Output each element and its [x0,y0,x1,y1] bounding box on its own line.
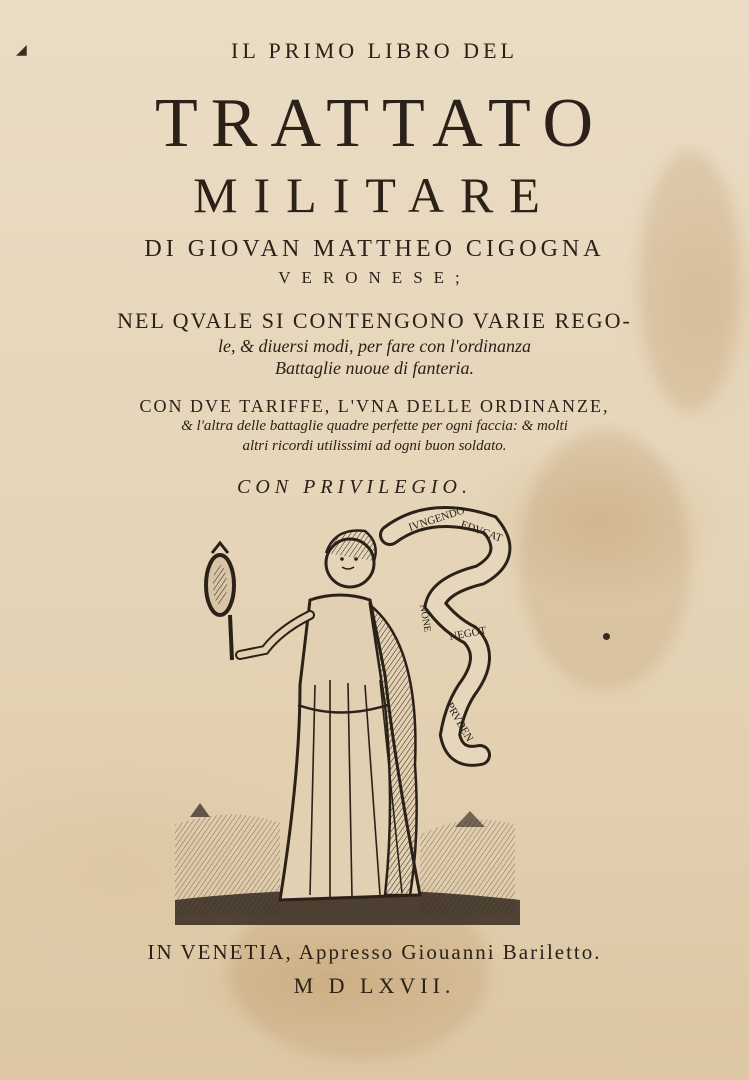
banner-text: PRVDEN [443,700,476,744]
imprint: IN VENETIA, Appresso Giouanni Bariletto. [147,940,602,964]
banner-text: EDVCAT [458,518,504,545]
title-line-1: IL PRIMO LIBRO DEL [231,38,518,63]
description-line-3: Battaglie nuoue di fanteria. [275,358,474,378]
woodcut-illustration [170,505,530,935]
corner-mark: ◢ [16,43,27,58]
banner-text: NEGOT [448,624,488,643]
banner-text: IVNGENDO [407,505,467,534]
description-line-1: NEL QVALE SI CONTENGONO VARIE REGO- [117,308,632,333]
contents-line-1: CON DVE TARIFFE, L'VNA DELLE ORDINANZE, [139,396,610,416]
description-line-2: le, & diuersi modi, per fare con l'ordinanza [218,336,531,356]
banner-text: NONE [417,603,433,633]
subtitle: MILITARE [193,167,556,223]
publication-date: M D LXVII. [293,973,456,998]
main-title: TRATTATO [155,85,606,162]
author-line: DI GIOVAN MATTHEO CIGOGNA [144,236,605,262]
ink-spot [603,633,610,640]
author-origin: VERONESE; [278,268,471,287]
contents-line-2: & l'altra delle battaglie quadre perfette per ogni faccia: & molti [181,418,568,434]
contents-line-3: altri ricordi utilissimi ad ogni buon soldato. [242,438,507,454]
water-stain [520,430,690,690]
privilege-line: CON PRIVILEGIO. [237,476,472,498]
